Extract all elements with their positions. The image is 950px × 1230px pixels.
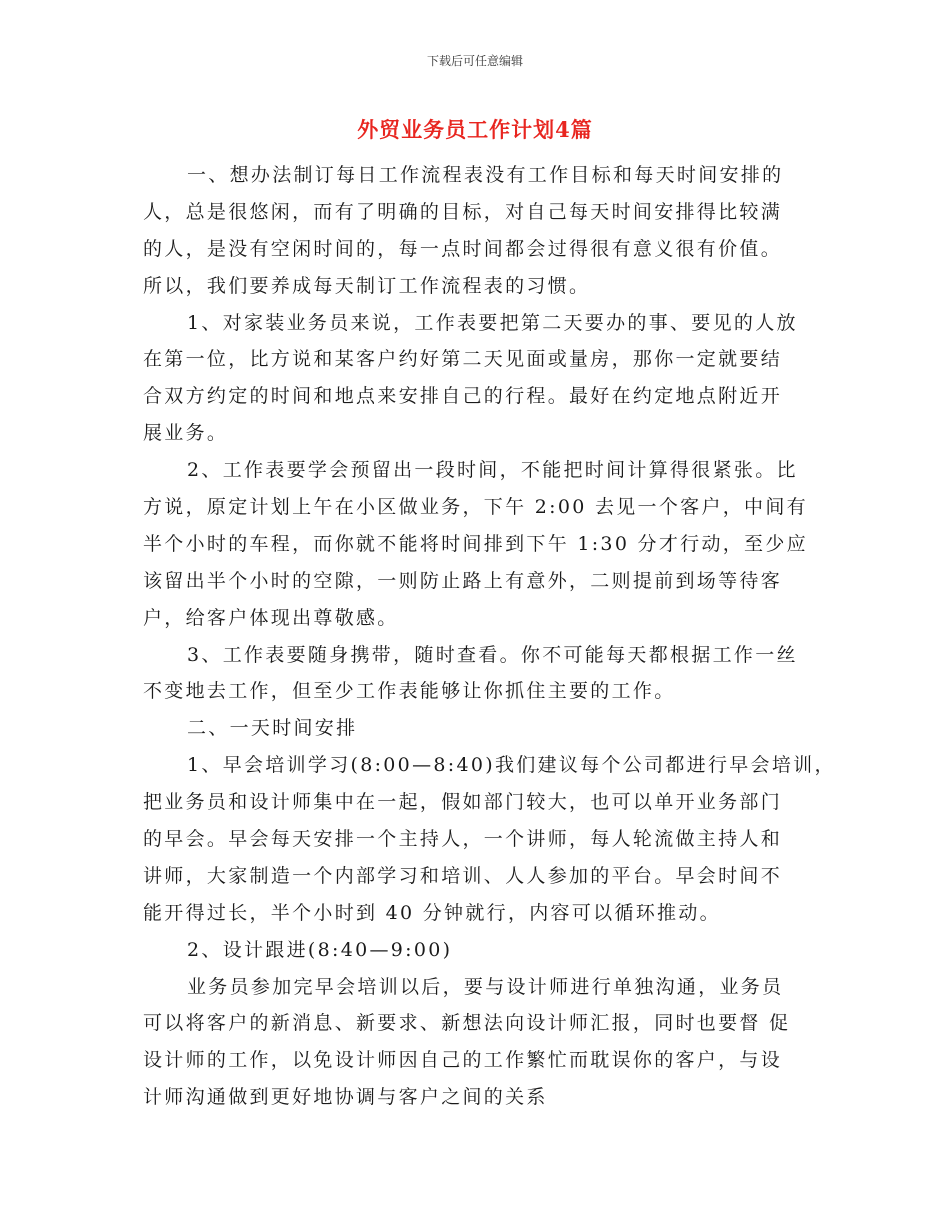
text-line: 方说，原定计划上午在小区做业务，下午 2:00 去见一个客户，中间有 — [143, 496, 808, 519]
text-line: 3、工作表要随身携带，随时查看。你不可能每天都根据工作一丝 — [187, 643, 798, 666]
text-line: 2、设计跟进(8:40—9:00) — [187, 938, 453, 961]
text-line: 计师沟通做到更好地协调与客户之间的关系 — [143, 1086, 548, 1109]
document-title: 外贸业务员工作计划4篇 — [357, 117, 593, 142]
text-line: 一、想办法制订每日工作流程表没有工作目标和每天时间安排的 — [187, 164, 784, 186]
text-line: 可以将客户的新消息、新要求、新想法向设计师汇报，同时也要督 促 — [143, 1012, 791, 1035]
text-line: 展业务。 — [143, 422, 229, 445]
page-header: 下载后可任意编辑 — [426, 54, 523, 68]
text-line: 二、一天时间安排 — [187, 717, 358, 740]
text-line: 的早会。早会每天安排一个主持人，一个讲师，每人轮流做主持人和 — [143, 828, 783, 851]
document-body — [143, 157, 836, 1116]
text-line: 户，给客户体现出尊敬感。 — [143, 606, 399, 629]
text-line: 业务员参加完早会培训以后，要与设计师进行单独沟通，业务员 — [187, 975, 784, 998]
text-line: 能开得过长，半个小时到 40 分钟就行，内容可以循环推动。 — [143, 901, 721, 924]
text-line: 讲师，大家制造一个内部学习和培训、人人参加的平台。早会时间不 — [143, 864, 783, 887]
text-line: 的人，是没有空闲时间的，每一点时间都会过得很有意义很有价值。 — [143, 237, 783, 260]
text-line: 1、早会培训学习(8:00—8:40)我们建议每个公司都进行早会培训， — [187, 754, 836, 777]
text-line: 合双方约定的时间和地点来安排自己的行程。最好在约定地点附近开 — [143, 385, 783, 408]
text-line: 人，总是很悠闲，而有了明确的目标，对自己每天时间安排得比较满 — [143, 200, 783, 223]
text-line: 在第一位，比方说和某客户约好第二天见面或量房，那你一定就要结 — [143, 348, 783, 371]
text-line: 设计师的工作，以免设计师因自己的工作繁忙而耽误你的客户，与设 — [143, 1049, 783, 1072]
text-line: 所以，我们要养成每天制订工作流程表的习惯。 — [143, 274, 591, 297]
text-line: 该留出半个小时的空隙，一则防止路上有意外，二则提前到场等待客 — [143, 569, 783, 592]
text-line: 1、对家装业务员来说，工作表要把第二天要办的事、要见的人放 — [187, 311, 798, 334]
text-line: 2、工作表要学会预留出一段时间，不能把时间计算得很紧张。比 — [187, 459, 798, 482]
text-line: 把业务员和设计师集中在一起，假如部门较大，也可以单开业务部门 — [143, 791, 783, 814]
text-line: 不变地去工作，但至少工作表能够让你抓住主要的工作。 — [143, 680, 676, 703]
text-line: 半个小时的车程，而你就不能将时间排到下午 1:30 分才行动，至少应 — [143, 532, 808, 555]
